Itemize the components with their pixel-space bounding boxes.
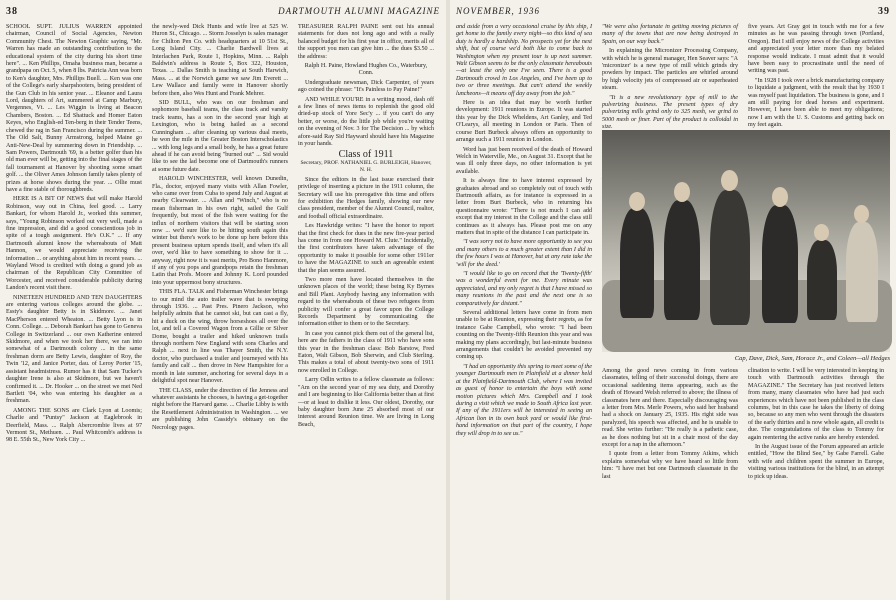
paragraph: THE CLASS, under the direction of Ike Jenness and whatever assistants he chooses, is having a get-together night before the Harvard game. ... Charlie Libby is with the Resettlement Administration in Washington. ... we are publishing John Cassidy's obituary on the Necrology pages. bbox=[152, 387, 288, 431]
paragraph: clination to write. I will be very interested in keeping in touch with Dartmouth activities through the MAGAZINE." The Secretary has just received letters from many, many classmates who have had just such experiences which have not been published in the class columns, but in this case he takes the liberty of doing so, because so any men who went through the disasters of the early thirties and is now whole again, all credit is due. The congratulations of the class to Tommy for again reentering the active ranks are hereby extended. bbox=[748, 368, 884, 441]
right-page-header bbox=[450, 6, 896, 20]
column-2 bbox=[152, 24, 288, 598]
paragraph: "In 1928 I took over a brick manufacturing company to liquidate a judgment, with the result that by 1930 I was myself past liquidation. The business is gone, and I am still paying for dead horses and experiment. However, I have been able to meet my obligations; now I am with the U. S. Customs and getting back on my feet again. bbox=[748, 77, 884, 129]
paragraph: Ralph H. Paine, Howland Hughes Co., Waterbury, Conn. bbox=[304, 63, 428, 77]
class-heading: Class of 1911 bbox=[338, 148, 394, 160]
paragraph: Larry Odlin writes to a fellow classmate as follows: "Am on the second year of my sea duty, and Dorothy and I are beginning to like California better than at first—or at least to dislike it less. Our oldest, Dorothy, our baby daughter born June 25 absorbed most of our interest around Reunion time. We are living in Long Beach, bbox=[298, 377, 434, 428]
paragraph: five years. Art Gray got in touch with me for a few minutes as he was passing through town (Portland, Oregon). But I still enjoy news of the College activities and appreciated your letter more than my belated response would indicate. I must admit that it would have been easy to procrastinate until the need of writing was past. bbox=[748, 24, 884, 75]
paragraph: Word has just been received of the death of Howard Welch in Waterville, Me., on August 31. Except that he was ill only three days, no other information is yet available. bbox=[456, 146, 592, 175]
column-8 bbox=[748, 368, 884, 598]
paragraph: "We were also fortunate in getting moving pictures of many of the towns that are now being destroyed in Spain, on our way back." bbox=[602, 24, 738, 45]
column-6 bbox=[748, 24, 884, 129]
right-page-number: 39 bbox=[878, 6, 890, 17]
paragraph: NINETEEN HUNDRED AND TEN DAUGHTERS are entering various colleges around the globe. ... Essty's daughter Betty is in Skidmore. ... Janet MacPherson entered Wheaton. ... Betty Lyon is in Conn. College. ... Deborah Bankart has gone to Geneva College in Switzerland ... our own Katherine entered Skidmore, and when we took her there, we ran into somewhat of a Dartmouth colony ... in the same freshman dorm are Betty Lewis, daughter of Roy, the Twin '12, and Janice Porter, dau. of Leroy Porter '15, assistant headmistress. Rumor has it that Sam Tucker's daughter Irene is also at Skidmore, but we haven't confirmed it. ... Dr. Hooker ... on the street we met Ned Bartlett '04, who was entering his daughter as a freshman. bbox=[6, 294, 142, 405]
left-columns bbox=[6, 24, 440, 598]
paragraph: and aside from a very occasional cruise by this ship, I get home to the family every night—so this kind of sea duty is hardly a hardship. No prospects yet for the next shift, but of course we'd both like to come back to Washington when my present tour is up next summer. Walt Gibson seems to be the only classmate hereabouts—at least the only one I've seen. There is a good Dartmouth crowd in Los Angeles, and I've been up to two or three meetings. But can't attend the weekly luncheons—it means off day away from the job." bbox=[456, 24, 592, 97]
right-page bbox=[450, 0, 896, 600]
paragraph: Among the good news coming in from various classmates, telling of their successful doings, there are occasional saddening items appearing, such as the death of Howard Welsh referred to above; the illness of classmates here and there. Especially discouraging was a letter from Mrs. Merle Powers, who said her husband had a shock on January 25, 1935. His right side was paralyzed, his speech was affected, and he is unable to read. She writes further: "He really is a pathetic case, as he does nothing but sit in a chair most of the day except for a nap in the afternoon." bbox=[602, 368, 738, 449]
hedges-family-photo bbox=[602, 130, 890, 352]
paragraph: I quote from a letter from Tommy Atkins, which explains somewhat why we have heard so little from him: "I have met but one Dartmouth classmate in the last bbox=[602, 451, 738, 480]
paragraph: Since the editors in the last issue exercised their privilege of inserting a picture in the 1911 column, the Secretary will use his prerogative this time and offers for exhibition the Hedges family, showing our new class president, member of the Alumni Council, realtor, and football official extraordinaire. bbox=[298, 176, 434, 220]
column-7 bbox=[602, 368, 738, 598]
paragraph: In case you cannot pick them out of the general list, here are the fathers in the class of 1911 who have sons this year in the freshman class: Bob Barstow, Fred Eaton, Walt Gibson, Bob Sherwin, and Club Sterling. This makes a total of about twenty-two sons of 1911 now enrolled in College. bbox=[298, 330, 434, 374]
paragraph: "I would like to go on record that the 'Twenty-fifth' was a wonderful event for me. Every minute was appreciated, and my only regret is that I have missed so many reunions in the past and the next one is so comparatively far distant." bbox=[456, 271, 592, 307]
paragraph: In the August issue of the Forum appeared an article entitled, "How the Blind See," by Gabe Farrell. Gabe with wife and children spent the summer in Europe, visiting various institutions for the blind, in an attempt to pick up ideas. bbox=[748, 444, 884, 480]
paragraph: Undergraduate newsman, Dick Carpenter, of years ago coined the phrase: "It's Painless to Pay Paine!" bbox=[298, 79, 434, 94]
paragraph: TREASURER RALPH PAINE sent out his annual statements for dues not long ago and with a really balanced budget for his first year in office, merits all of the support you men can give him ... the dues $3.50 ... the address: bbox=[298, 24, 434, 60]
paragraph: AMONG THE SONS are Clark Lyon at Loomis; Charlie and "Puntsy" Jackson at Eaglebrook in Deerfield, Mass. ... Ralph Abercrombie lives at 97 Vermont St., Methuen. ... Paul Whitcomb's address is 98 E. 55th St., New York City ... bbox=[6, 407, 142, 444]
paragraph: Two more men have located themselves in the unknown places of the world; these being Ky Byrnes and Bill Plant. Anybody having any information with regard to the whereabouts of these two refugees from publicity will confer a great favor upon the College Records Department by communicating the information either to them or to the Secretary. bbox=[298, 277, 434, 328]
paragraph: AND WHILE YOU'RE in a writing mood, dash off a few lines of news items to replenish the good old dried-up stock of Yore Sec'y ... if you can't do any better, or worse, do the little job while you're waiting on the evening of Nov. 3 for The Decision ... by which afore-said Ray Sid Hayward should have his Magazine in your hands. bbox=[298, 96, 434, 148]
paragraph: THIS FLA. TALK and Fisherman Winchester brings to our mind the auto trailer wave that is sweeping through 1936. ... Past Pres. Pinero Jackson, who helpfully admits that he cannot ski, but can cast a fly, hit a duck on the wing, throw horseshoes all over the lot, and tell a Covered Wagon from a Gillie or Silver Dome, bought a trailer and hiked unknown trails through northern New England with sons Charles and Ralph ... next in line was Thayer Smith, the N.Y. doctor, who purchased a trailer and journeyed with his family and calf ... then drove in New Hampshire for a month in late summer, anchoring for several days in a delightful spot near Hanover. bbox=[152, 289, 288, 385]
paragraph: "I was sorry not to have more opportunity to see you and many others to a much greater extent than I did in the few hours I was at Hanover, but at any rate take the 'will for the deed.' bbox=[456, 239, 592, 268]
paragraph: Several additional letters have come in from men unable to be at Reunion, expressing their regrets, as for instance Gabe Campbell, who wrote: "I had been counting on the Twenty-fifth Reunion this year and was making my plans accordingly, but last-minute business arrangements that couldn't be avoided prevented my coming up. bbox=[456, 310, 592, 361]
paragraph: SCHOOL SUPT. JULIUS WARREN appointed chairman, Council of Social Agencies, Newton Community Chest. The Newton Graphic saying, "Mr. Warren has made an outstanding contribution to the educational system of the city during his short time here". ... Ken Phillips, Omaha business man, became a grandpapa on Oct. 5, when 8 lbs. Patricia Ann was born to Ken's daughter, Mrs. Phillips Buell. ... Ken was one of the College's early sharpshooters, being president of the Gun Club in his senior year. ... Eleanor and Laura Lord, daughters of Art, summered at Camp Marbury, Vergennes, Vt. ... Les Wiggin is living at Beacon Chambers, Boston. ... Ed Shattuck and Homer Eaton Keyes, who English-ed Ten-berg in their Tender Teens, chewed the rag in San Francisco during the summer. ... The Old Salt, Bunny Armstrong, helped Maine go Anti-New-Deal by summering down in Friendship. ... Sam Powers, Dartmouth '69, is a better golfer than his old man ever will be, getting into the final stages of the fall tournament at Hanover by shooting some smart golf. ... the Oliver Ames Johnson family takes plenty of prizes at horse shows during the year. ... Ollie must have a fine stable of thoroughbreds. bbox=[6, 24, 142, 193]
left-page-number: 38 bbox=[6, 6, 18, 17]
paragraph: In explaining the Micronizer Processing Company, with which he is general manager, Hen Seaver says: "A 'micronizer' is a new type of mill which grinds dry powders by impact. The particles are whirled around by high velocity jets of compressed air or superheated steam. bbox=[602, 48, 738, 92]
paragraph: HERE IS A BIT OF NEWS that will make Harold Robinson, way out in China, feel good. ... Larry Bankart, for whom Harold Jr., worked this summer, says, "Young Robinson worked out very well, made a fine impression, and did a good conscientious job in spite of a tough assignment. He's O.K." ... If any Dartmouth alumni know the whereabouts of Matt Hannon, we would appreciate receiving the information ... or anything about him in recent years. ... Wayland Wood is credited with doing a grand job as chairman of the Republican City Committee of Worcester, and received considerable publicity during Landon's recent visit there. bbox=[6, 196, 142, 292]
column-3 bbox=[298, 24, 434, 598]
magazine-title: DARTMOUTH ALUMNI MAGAZINE bbox=[278, 6, 440, 16]
paragraph: It is always fine to have interest expressed by graduates abroad and so completely out of touch with Dartmouth affairs, as for instance is expressed in a letter from Burt Burbeck, who in returning his questionnaire wrote: "There is not much I can add except that my interest in the College and the class still continues as it always has. Please post me on any matters that in spite of the distance I can participate in. bbox=[456, 178, 592, 236]
right-lower-columns bbox=[456, 368, 890, 598]
left-page-header bbox=[0, 6, 446, 20]
paragraph: HAROLD WINCHESTER, well known Dunedin, Fla., doctor, enjoyed many visits with Allan Fowler, who came over from Cuba to spend July and August at nearby Clearwater. ... Allan and "Winch," who is no mean fisherman in his own right, sailed the Gulf frequently, but most of the fish were waiting for the influx of northern visitors that will be starting soon now ... we'd sure like to be hitting south again this winter but there's work to be done up here before this present business upturn spends itself, and when it's all over, we'd like to have something to show for it ... anyway, right now it is vast merits, Pro Bono Hanmore, if any of you pops and grandpops retain the freshman Latin that Profs. Moore and Johnny K. Lord pounded into your uppermost bony structures. bbox=[152, 176, 288, 286]
column-1 bbox=[6, 24, 142, 598]
left-page bbox=[0, 0, 446, 600]
issue-date: NOVEMBER, 1936 bbox=[456, 6, 540, 16]
class-secretary: Secretary, PROF. NATHANIEL G. BURLEIGH, Hanover, N. H. bbox=[300, 159, 432, 174]
paragraph: Les Hawkridge writes: "I have the honor to report that the first check for dues in the new fire-year period has come in from one Howard M. Clute." Incidentally, the first contributors have taken advantage of the opportunity to make it possible for some other 1911er to have the MAGAZINE to such an agreeable extent that the plan seems assured. bbox=[298, 223, 434, 274]
paragraph: "I had an opportunity this spring to meet some of the younger Dartmouth men in Plainfield at a dinner held at the Plainfield-Dartmouth Club, where I was invited as guest of honor to entertain the boys with some motion pictures which Mrs. Campbell and I took during a visit which we made to South Africa last year. If any of the 1911ers will be interested in seeing an African lion in its own back yard or would like first-hand information on that part of the country, I hope they will drop in to see us." bbox=[456, 363, 592, 437]
paragraph: Here is an idea that may be worth further development: 1911 reunions in Europe. It was started this year by the Dick Wheldens, Art Ganley, and Ted O'Learys, all meeting in London or Paris. Then of course Burt Burbeck always offers an opportunity to arrange such a 1911 reunion in London. bbox=[456, 100, 592, 144]
paragraph: "It is a new revolutionary type of mill to the pulverizing business. The present types of dry pulverizing mills grind only to 325 mesh, we grind to 5000 mesh or finer. Part of the product is colloidal in size. bbox=[602, 94, 738, 131]
paragraph: SID BULL, who was on our freshman and sophomore baseball teams, the class track and varsity track teams, has a son in the second year high at Lexington, who is being hailed as a second Cunningham ... after cleaning up various dual meets, he won the mile in the Greater Boston Interscholastics ... with long legs and a small body, he has a great future ahead if he can avoid being "burned out" ... Sid would like to see the lad become one of Dartmouth's runners at some future date. bbox=[152, 100, 288, 173]
photo-caption: Cap, Dave, Dick, Sam, Horace Jr., and Coleen—all Hedges bbox=[734, 355, 890, 362]
column-5 bbox=[602, 24, 738, 129]
paragraph: the newly-wed Dick Hunts and wife live at 525 W. Huron St., Chicago. ... Storm Josselyn is sales manager for Chilton Pen Co. with headquarters at 10 51st St., Long Island City. ... Charlie Bardwell lives at Interlachen Park, Route 1, Hopkins, Minn. ... Ralph Baldwin's address is Route 5, Box 322, Houston, Texas. ... Dallas Smith is teaching at South Harwich, Mass. ... at the Norwich game we saw Jim Everett ... Lew Wallace and family were in Hanover shortly before then, also Wes Hunt and Frank Mehrer. bbox=[152, 24, 288, 97]
